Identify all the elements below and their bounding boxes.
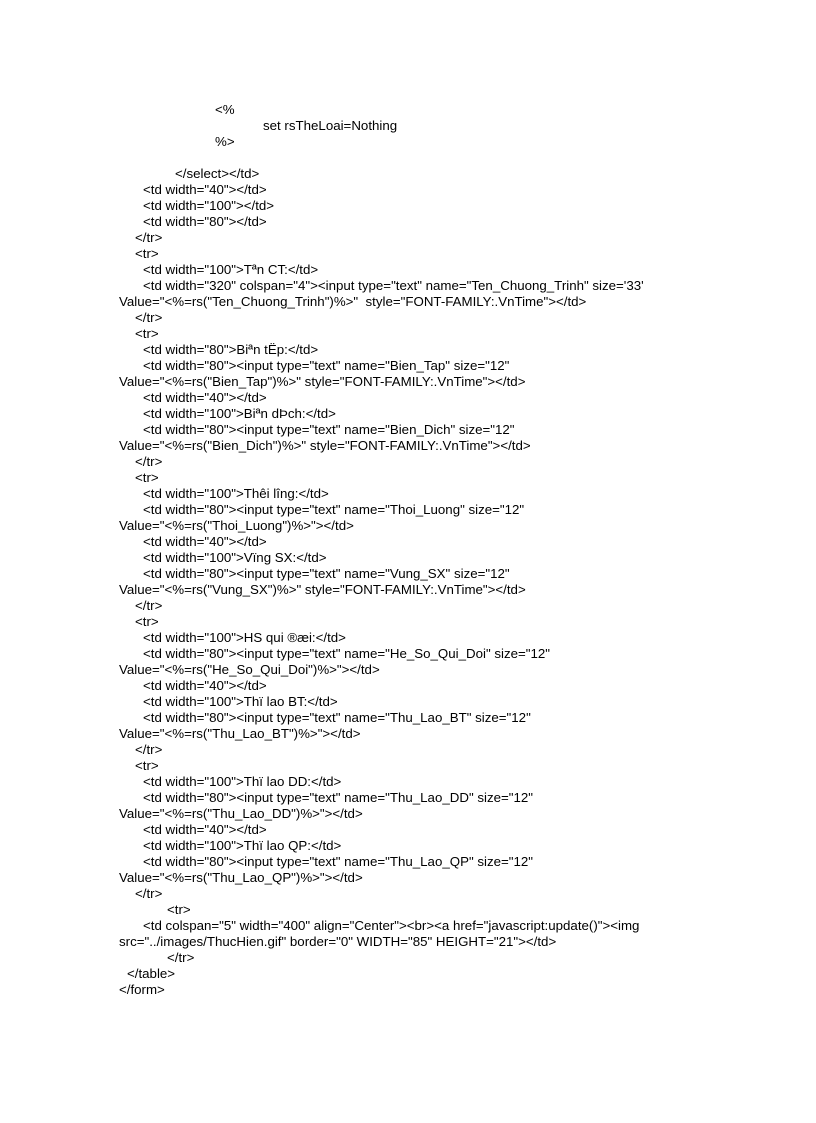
code-line: Value="<%=rs("Thu_Lao_BT")%>"></td> <box>119 726 361 741</box>
code-line: Value="<%=rs("Ten_Chuong_Trinh")%>" style="FONT-FAMILY:.VnTime"></td> <box>119 294 587 309</box>
code-line: <td width="100">Vïng SX:</td> <box>143 550 327 565</box>
code-line: <tr> <box>135 470 159 485</box>
code-line: <td width="100">Thï lao BT:</td> <box>143 694 338 709</box>
code-line: Value="<%=rs("Bien_Tap")%>" style="FONT-FAMILY:.VnTime"></td> <box>119 374 526 389</box>
code-line: %> <box>215 134 235 149</box>
code-line: <td width="100">Thêi lîng:</td> <box>143 486 329 501</box>
code-line: Value="<%=rs("Thu_Lao_DD")%>"></td> <box>119 806 363 821</box>
code-line: <tr> <box>135 614 159 629</box>
code-line: <td width="100">HS qui ®æi:</td> <box>143 630 346 645</box>
code-line: Value="<%=rs("Thu_Lao_QP")%>"></td> <box>119 870 363 885</box>
code-line: <td width="100"></td> <box>143 198 275 213</box>
code-line: <td width="80"></td> <box>143 214 267 229</box>
code-line: Value="<%=rs("Thoi_Luong")%>"></td> <box>119 518 354 533</box>
code-line: <td width="40"></td> <box>143 390 267 405</box>
code-line: <td width="80"><input type="text" name="Bien_Dich" size="12" <box>143 422 515 437</box>
code-line: src="../images/ThucHien.gif" border="0" WIDTH="85" HEIGHT="21"></td> <box>119 934 557 949</box>
code-line: <td width="80"><input type="text" name="He_So_Qui_Doi" size="12" <box>143 646 551 661</box>
code-line: </tr> <box>135 310 163 325</box>
code-line: </tr> <box>135 886 163 901</box>
code-line: set rsTheLoai=Nothing <box>263 118 398 133</box>
code-line: <tr> <box>135 246 159 261</box>
code-line: <td width="80"><input type="text" name="Thu_Lao_QP" size="12" <box>143 854 534 869</box>
code-line: Value="<%=rs("Vung_SX")%>" style="FONT-FAMILY:.VnTime"></td> <box>119 582 526 597</box>
code-line: <tr> <box>167 902 191 917</box>
code-line: </tr> <box>135 454 163 469</box>
code-line: <td width="100">Biªn dÞch:</td> <box>143 406 336 421</box>
code-line: <td width="320" colspan="4"><input type="text" name="Ten_Chuong_Trinh" size='33' <box>143 278 644 293</box>
code-line: <td width="40"></td> <box>143 182 267 197</box>
code-line: <td width="40"></td> <box>143 822 267 837</box>
code-line: <td colspan="5" width="400" align="Center"><br><a href="javascript:update()"><img <box>143 918 640 933</box>
code-line: Value="<%=rs("Bien_Dich")%>" style="FONT-FAMILY:.VnTime"></td> <box>119 438 531 453</box>
code-line: </tr> <box>135 230 163 245</box>
code-line: <% <box>215 102 235 117</box>
code-line: </select></td> <box>175 166 260 181</box>
code-line: </table> <box>127 966 176 981</box>
code-line: </tr> <box>135 598 163 613</box>
code-line: Value="<%=rs("He_So_Qui_Doi")%>"></td> <box>119 662 380 677</box>
code-line: <td width="80"><input type="text" name="Thu_Lao_BT" size="12" <box>143 710 531 725</box>
code-line: </form> <box>119 982 165 997</box>
code-line: <tr> <box>135 758 159 773</box>
code-line: <tr> <box>135 326 159 341</box>
code-line: <td width="100">Thï lao QP:</td> <box>143 838 342 853</box>
code-line: <td width="40"></td> <box>143 534 267 549</box>
code-line: <td width="80">Biªn tËp:</td> <box>143 342 319 357</box>
code-line: <td width="40"></td> <box>143 678 267 693</box>
code-line: </tr> <box>167 950 195 965</box>
code-line: <td width="100">Thï lao DD:</td> <box>143 774 342 789</box>
code-line: <td width="80"><input type="text" name="Thoi_Luong" size="12" <box>143 502 525 517</box>
code-line: <td width="80"><input type="text" name="Bien_Tap" size="12" <box>143 358 510 373</box>
code-line: <td width="100">Tªn CT:</td> <box>143 262 319 277</box>
code-line: <td width="80"><input type="text" name="Thu_Lao_DD" size="12" <box>143 790 534 805</box>
code-line: <td width="80"><input type="text" name="Vung_SX" size="12" <box>143 566 510 581</box>
code-line: </tr> <box>135 742 163 757</box>
